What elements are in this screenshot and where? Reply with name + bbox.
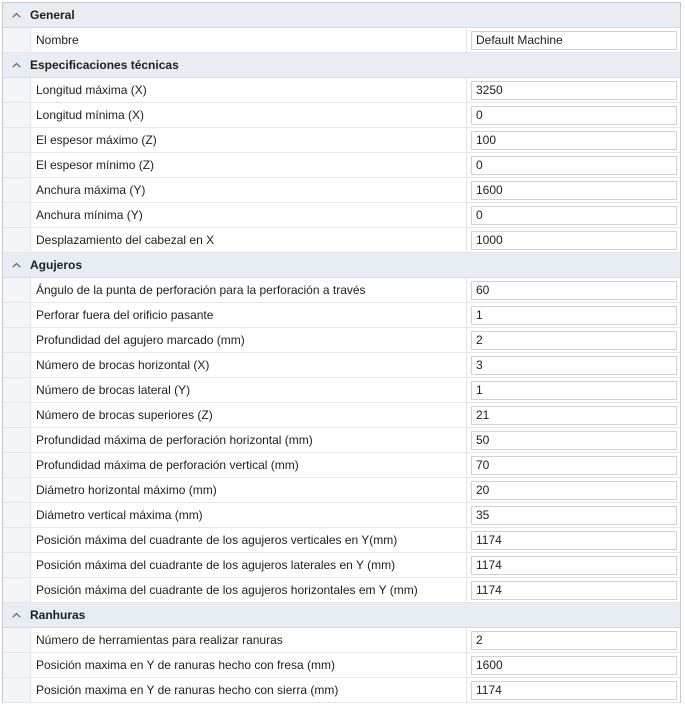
chevron-up-icon[interactable]	[3, 603, 30, 627]
row-indent	[3, 428, 31, 452]
property-value-input[interactable]	[471, 631, 677, 650]
section-agujeros	[3, 253, 680, 603]
property-value-input[interactable]	[471, 506, 677, 525]
property-label: Longitud mínima (X)	[31, 103, 467, 127]
property-label: Posición maxima en Y de ranuras hecho con sierra (mm)	[31, 678, 467, 702]
property-value-cell	[467, 103, 680, 127]
property-value-input[interactable]	[471, 681, 677, 700]
property-label: Longitud máxima (X)	[31, 78, 467, 102]
chevron-up-icon[interactable]	[3, 3, 30, 27]
row-indent	[3, 328, 31, 352]
property-value-input[interactable]	[471, 231, 677, 250]
property-row	[3, 178, 680, 203]
section-general	[3, 3, 680, 53]
section-especificaciones-técnicas	[3, 53, 680, 253]
property-value-cell	[467, 28, 680, 52]
row-indent	[3, 303, 31, 327]
property-row	[3, 128, 680, 153]
property-label: Posición máxima del cuadrante de los agujeros verticales en Y(mm)	[31, 528, 467, 552]
row-indent	[3, 228, 31, 252]
property-value-cell	[467, 678, 680, 702]
property-value-cell	[467, 303, 680, 327]
section-title: General	[30, 8, 75, 22]
row-indent	[3, 28, 31, 52]
property-row	[3, 528, 680, 553]
property-label: El espesor máximo (Z)	[31, 128, 467, 152]
property-value-input[interactable]	[471, 356, 677, 375]
property-value-cell	[467, 578, 680, 602]
property-value-cell	[467, 378, 680, 402]
property-label: Diámetro vertical máxima (mm)	[31, 503, 467, 527]
row-indent	[3, 128, 31, 152]
property-value-cell	[467, 628, 680, 652]
property-row	[3, 628, 680, 653]
property-row	[3, 503, 680, 528]
property-value-input[interactable]	[471, 281, 677, 300]
row-indent	[3, 678, 31, 702]
property-row	[3, 28, 680, 53]
property-value-cell	[467, 353, 680, 377]
property-label: Diámetro horizontal máximo (mm)	[31, 478, 467, 502]
row-indent	[3, 353, 31, 377]
row-indent	[3, 153, 31, 177]
property-row	[3, 378, 680, 403]
property-label: Posición máxima del cuadrante de los agujeros horizontales em Y (mm)	[31, 578, 467, 602]
property-row	[3, 303, 680, 328]
row-indent	[3, 478, 31, 502]
property-label: Profundidad del agujero marcado (mm)	[31, 328, 467, 352]
section-title: Especificaciones técnicas	[30, 58, 179, 72]
property-row	[3, 203, 680, 228]
row-indent	[3, 628, 31, 652]
chevron-up-icon[interactable]	[3, 253, 30, 277]
property-value-input[interactable]	[471, 306, 677, 325]
property-row	[3, 678, 680, 703]
property-row	[3, 478, 680, 503]
property-row	[3, 453, 680, 478]
row-indent	[3, 203, 31, 227]
property-label: Número de brocas superiores (Z)	[31, 403, 467, 427]
section-title: Agujeros	[30, 258, 83, 272]
property-value-input[interactable]	[471, 131, 677, 150]
property-label: Profundidad máxima de perforación horizontal (mm)	[31, 428, 467, 452]
property-label: Profundidad máxima de perforación vertical (mm)	[31, 453, 467, 477]
property-value-cell	[467, 403, 680, 427]
property-value-input[interactable]	[471, 81, 677, 100]
row-indent	[3, 553, 31, 577]
property-label: Posición máxima del cuadrante de los agujeros laterales en Y (mm)	[31, 553, 467, 577]
property-value-input[interactable]	[471, 406, 677, 425]
property-label: Anchura máxima (Y)	[31, 178, 467, 202]
row-indent	[3, 278, 31, 302]
property-label: Número de brocas lateral (Y)	[31, 378, 467, 402]
property-value-input[interactable]	[471, 556, 677, 575]
property-value-input[interactable]	[471, 431, 677, 450]
property-value-cell	[467, 528, 680, 552]
row-indent	[3, 453, 31, 477]
property-label: Número de brocas horizontal (X)	[31, 353, 467, 377]
property-value-input[interactable]	[471, 181, 677, 200]
property-row	[3, 428, 680, 453]
property-value-cell	[467, 453, 680, 477]
property-value-input[interactable]	[471, 481, 677, 500]
row-indent	[3, 103, 31, 127]
property-value-input[interactable]	[471, 331, 677, 350]
property-value-cell	[467, 503, 680, 527]
section-header[interactable]	[3, 253, 680, 278]
section-header[interactable]	[3, 603, 680, 628]
property-value-input[interactable]	[471, 531, 677, 550]
property-row	[3, 553, 680, 578]
chevron-up-icon[interactable]	[3, 53, 30, 77]
property-value-cell	[467, 478, 680, 502]
row-indent	[3, 578, 31, 602]
row-indent	[3, 78, 31, 102]
property-label: Perforar fuera del orificio pasante	[31, 303, 467, 327]
section-header[interactable]	[3, 53, 680, 78]
property-label: Nombre	[31, 28, 467, 52]
property-value-input[interactable]	[471, 581, 677, 600]
section-header[interactable]	[3, 3, 680, 28]
property-row	[3, 103, 680, 128]
row-indent	[3, 403, 31, 427]
property-row	[3, 578, 680, 603]
row-indent	[3, 653, 31, 677]
property-row	[3, 78, 680, 103]
property-value-input[interactable]	[471, 656, 677, 675]
property-label: El espesor mínimo (Z)	[31, 153, 467, 177]
property-value-cell	[467, 78, 680, 102]
property-value-input[interactable]	[471, 381, 677, 400]
section-title: Ranhuras	[30, 608, 86, 622]
property-value-cell	[467, 328, 680, 352]
row-indent	[3, 378, 31, 402]
property-row	[3, 278, 680, 303]
property-row	[3, 403, 680, 428]
property-row	[3, 653, 680, 678]
property-value-cell	[467, 653, 680, 677]
property-value-cell	[467, 278, 680, 302]
property-value-cell	[467, 153, 680, 177]
property-value-input[interactable]	[471, 456, 677, 475]
property-value-input[interactable]	[471, 206, 677, 225]
property-value-cell	[467, 203, 680, 227]
property-row	[3, 328, 680, 353]
property-value-cell	[467, 553, 680, 577]
property-value-cell	[467, 178, 680, 202]
property-value-cell	[467, 228, 680, 252]
property-label: Desplazamiento del cabezal en X	[31, 228, 467, 252]
section-ranhuras	[3, 603, 680, 703]
property-row	[3, 353, 680, 378]
property-grid	[2, 2, 681, 703]
property-value-input[interactable]	[471, 106, 677, 125]
property-value-input[interactable]	[471, 156, 677, 175]
property-label: Anchura mínima (Y)	[31, 203, 467, 227]
property-value-cell	[467, 428, 680, 452]
property-row	[3, 228, 680, 253]
row-indent	[3, 178, 31, 202]
row-indent	[3, 528, 31, 552]
property-label: Posición maxima en Y de ranuras hecho con fresa (mm)	[31, 653, 467, 677]
row-indent	[3, 503, 31, 527]
property-value-cell	[467, 128, 680, 152]
property-value-input[interactable]	[471, 31, 677, 50]
property-label: Número de herramientas para realizar ranuras	[31, 628, 467, 652]
property-label: Ángulo de la punta de perforación para la perforación a través	[31, 278, 467, 302]
property-row	[3, 153, 680, 178]
